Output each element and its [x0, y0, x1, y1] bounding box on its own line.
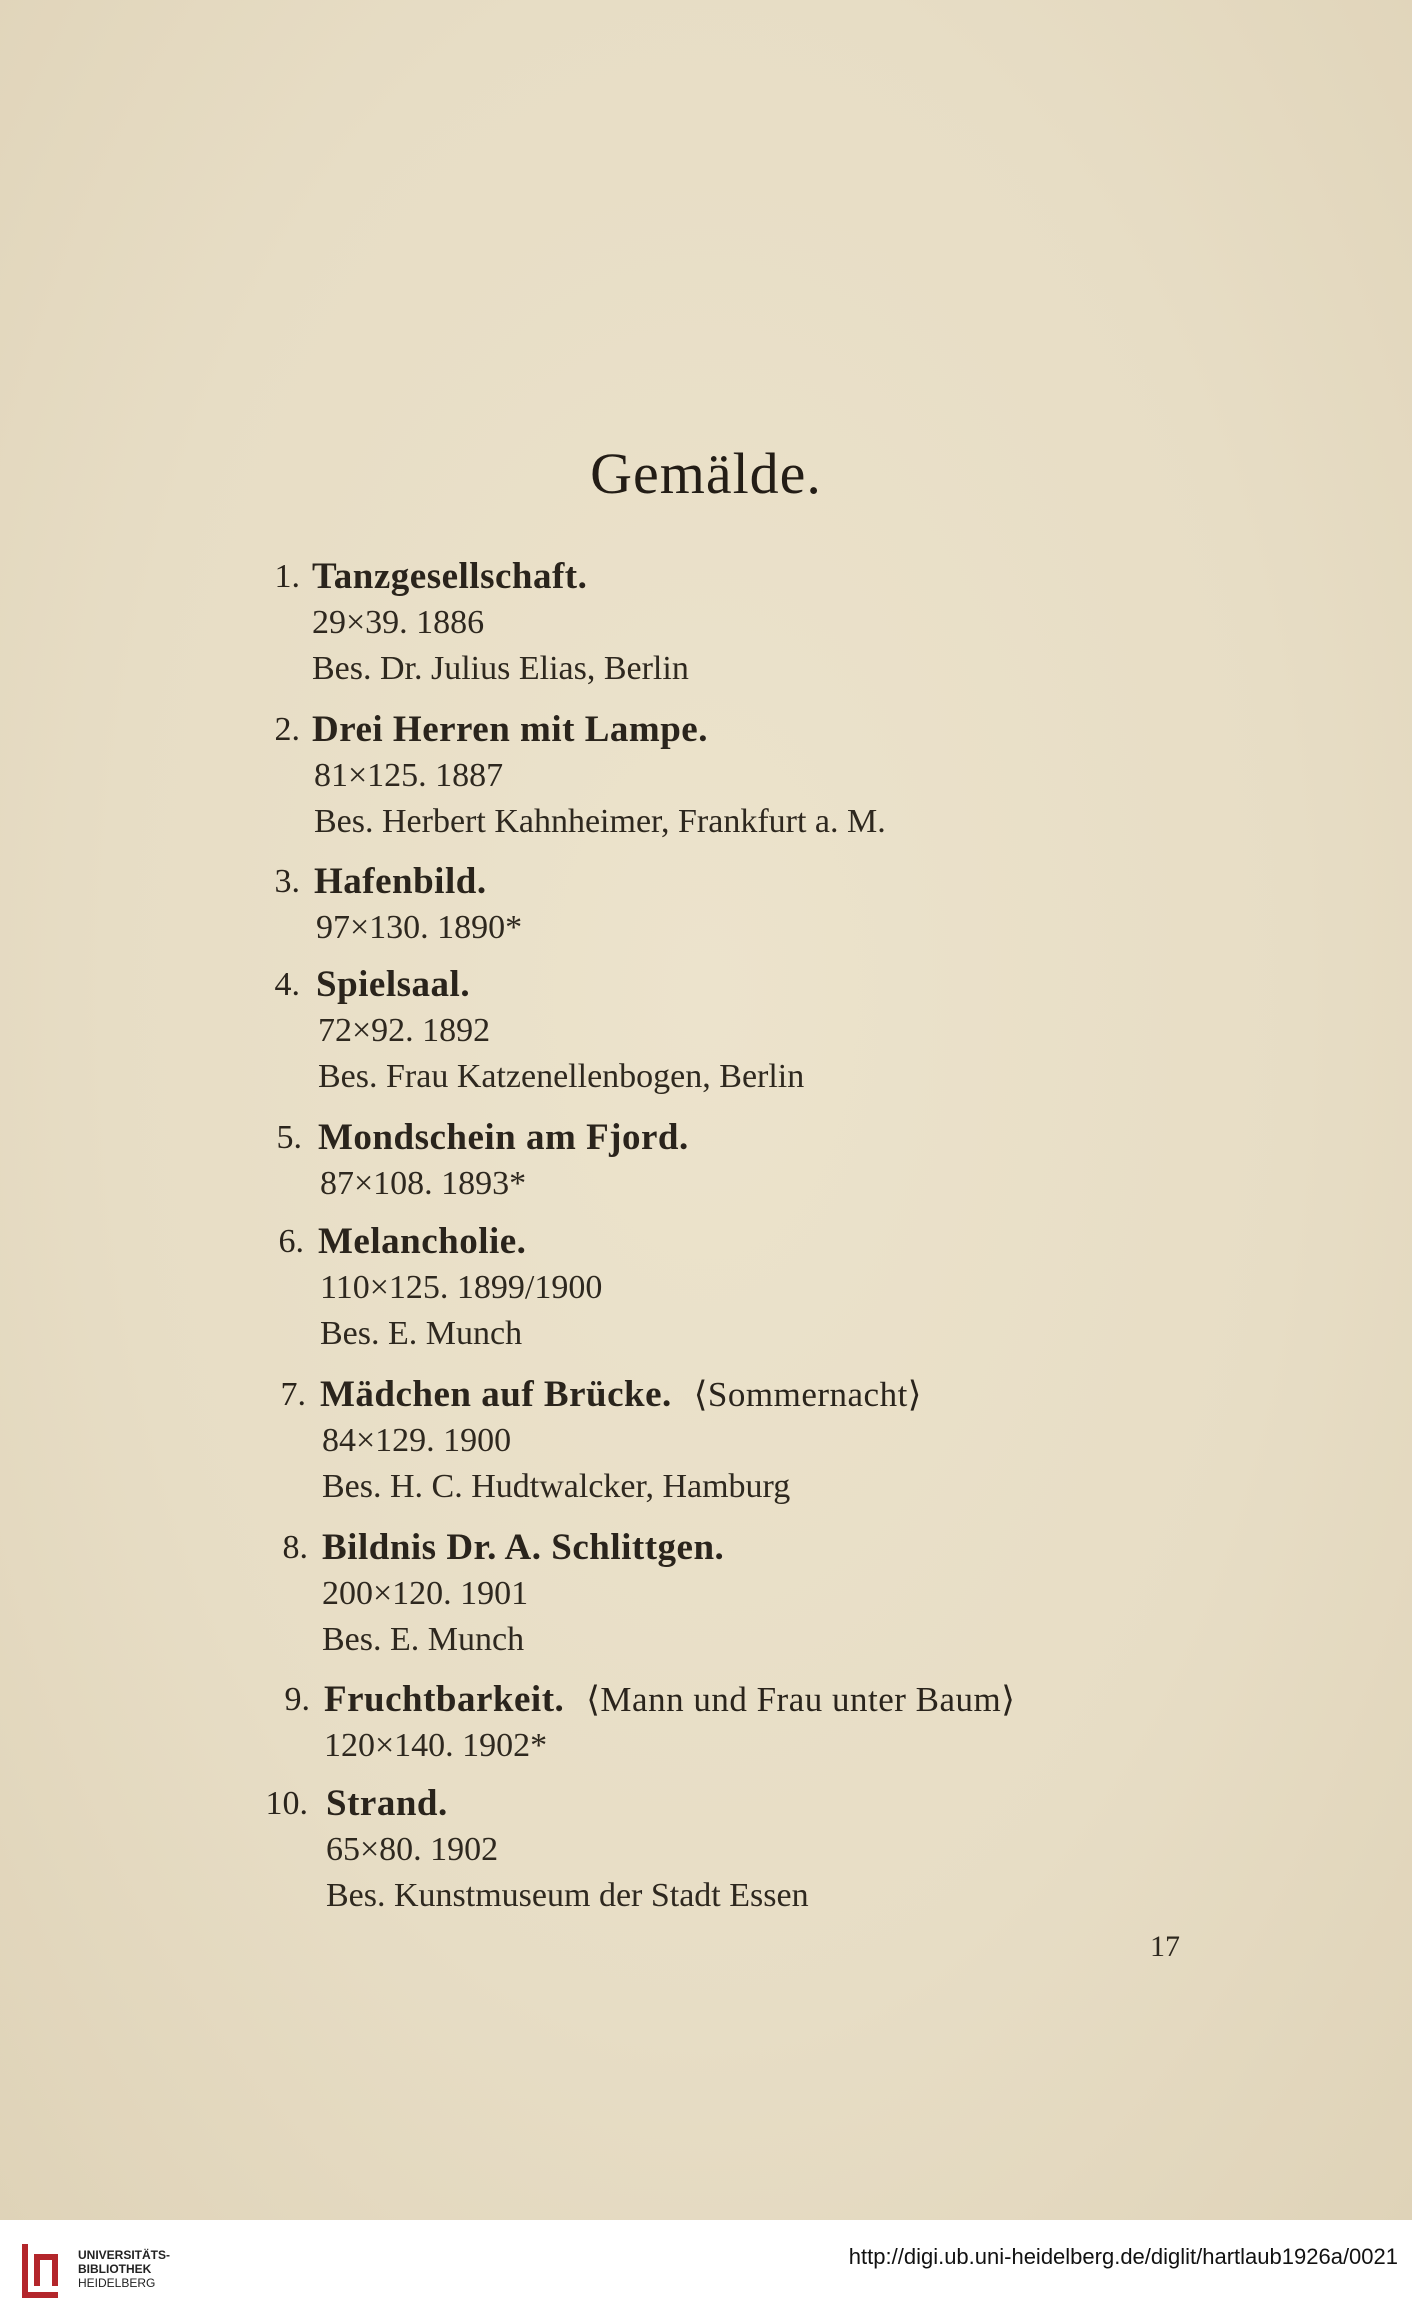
entry-dimensions-year: 97×130. 1890* — [316, 909, 523, 946]
entry-title: Mondschein am Fjord. — [318, 1117, 689, 1158]
page-number: 17 — [1150, 1930, 1180, 1963]
entry-owner: Bes. Herbert Kahnheimer, Frankfurt a. M. — [314, 803, 886, 840]
entry-title: Drei Herren mit Lampe. — [312, 709, 708, 750]
entry-number: 10. — [265, 1785, 308, 1822]
entry-owner: Bes. Kunstmuseum der Stadt Essen — [326, 1877, 809, 1914]
footer-bar — [0, 2220, 1412, 2323]
entry-number: 6. — [278, 1223, 304, 1260]
entry-owner: Bes. Frau Katzenellenbogen, Berlin — [318, 1058, 805, 1095]
library-name-line: BIBLIOTHEK — [78, 2262, 152, 2276]
entry-title: Melancholie. — [318, 1221, 527, 1262]
entry-owner: Bes. H. C. Hudtwalcker, Hamburg — [322, 1468, 791, 1505]
entry-title: Fruchtbarkeit. ⟨Mann und Frau unter Baum⟩ — [324, 1679, 1016, 1720]
source-url-link[interactable]: http://digi.ub.uni-heidelberg.de/diglit/hartlaub1926a/0021 — [848, 2244, 1398, 2269]
entry-dimensions-year: 87×108. 1893* — [320, 1165, 527, 1202]
entry-subtitle: ⟨Sommernacht⟩ — [693, 1375, 922, 1414]
library-name-line: UNIVERSITÄTS- — [78, 2248, 171, 2262]
entry-owner: Bes. Dr. Julius Elias, Berlin — [312, 650, 689, 687]
page-title: Gemälde. — [590, 441, 822, 506]
entry-dimensions-year: 65×80. 1902 — [326, 1831, 499, 1868]
entry-number: 4. — [274, 966, 300, 1003]
library-logo-icon — [14, 2236, 66, 2306]
entry-dimensions-year: 72×92. 1892 — [318, 1012, 491, 1049]
entry-number: 3. — [274, 863, 300, 900]
entry-number: 5. — [276, 1119, 302, 1156]
entry-dimensions-year: 120×140. 1902* — [324, 1727, 548, 1764]
entry-title: Hafenbild. — [314, 861, 487, 902]
entry-dimensions-year: 29×39. 1886 — [312, 604, 485, 641]
library-name-line: HEIDELBERG — [78, 2276, 156, 2290]
entry-title: Strand. — [326, 1783, 448, 1824]
entry-number: 9. — [284, 1681, 310, 1718]
entry-title: Spielsaal. — [316, 964, 471, 1005]
entry-dimensions-year: 200×120. 1901 — [322, 1575, 529, 1612]
entry-title: Tanzgesellschaft. — [312, 556, 588, 597]
entry-dimensions-year: 110×125. 1899/1900 — [320, 1269, 603, 1306]
entry-number: 2. — [274, 711, 300, 748]
entry-title: Bildnis Dr. A. Schlittgen. — [322, 1527, 725, 1568]
entry-dimensions-year: 84×129. 1900 — [322, 1422, 512, 1459]
entry-title: Mädchen auf Brücke. ⟨Sommernacht⟩ — [320, 1374, 922, 1415]
entry-owner: Bes. E. Munch — [320, 1315, 523, 1352]
entry-owner: Bes. E. Munch — [322, 1621, 525, 1658]
library-name — [78, 2248, 170, 2290]
entry-subtitle: ⟨Mann und Frau unter Baum⟩ — [586, 1680, 1016, 1719]
entry-number: 8. — [282, 1529, 308, 1566]
entry-number: 7. — [280, 1376, 306, 1413]
entry-number: 1. — [274, 558, 300, 595]
entry-dimensions-year: 81×125. 1887 — [314, 757, 504, 794]
